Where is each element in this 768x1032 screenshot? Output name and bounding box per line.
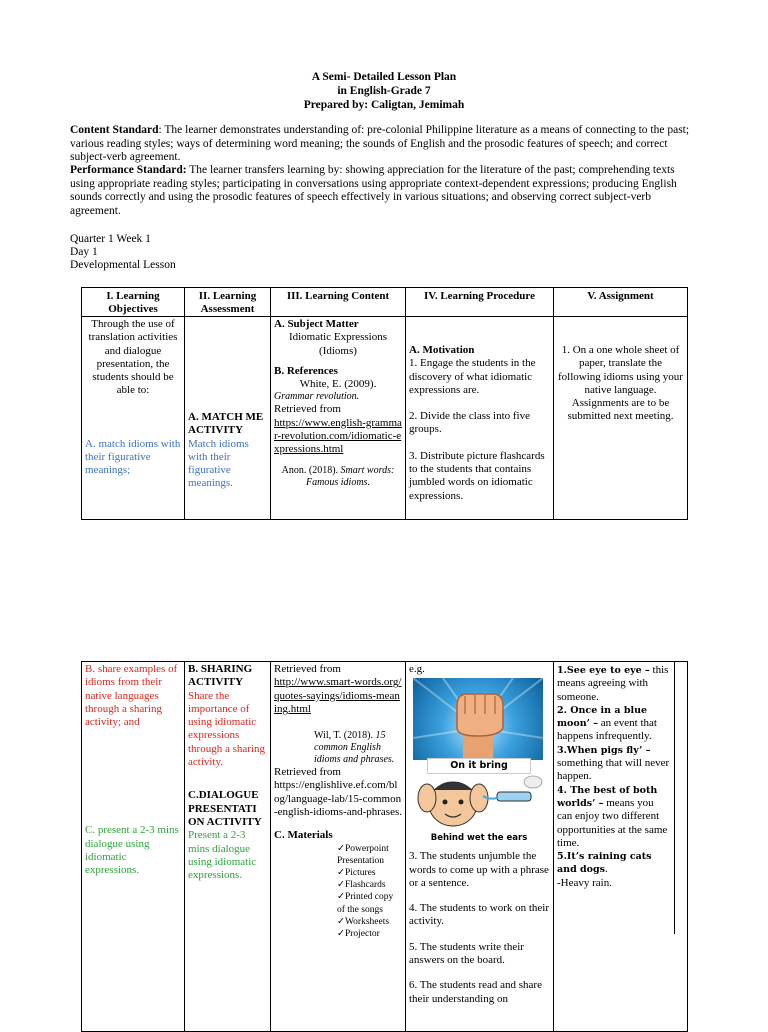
ref1-retrieved: Retrieved from (274, 403, 341, 416)
material-item: ✓ Flashcards (337, 879, 402, 891)
lesson-table-page2 (81, 661, 688, 1032)
procedure-step-2: 2. Divide the class into five groups. (409, 410, 530, 436)
materials-list (274, 843, 402, 941)
references-label: B. References (274, 364, 338, 377)
assignment-cell (554, 317, 688, 520)
prepared-by: Prepared by: Caligtan, Jemimah (303, 99, 465, 111)
ref3-author (274, 730, 402, 766)
procedure-step-3b: 3. The students unjumble the words to come up with a phrase or a sentence. (409, 850, 549, 889)
idiom-flashcard-images (413, 678, 543, 848)
content-standard (70, 124, 700, 165)
ref1-author: White, E. (2009). (299, 378, 377, 391)
assignment-cell-2 (554, 662, 688, 1032)
document-title: A Semi- Detailed Lesson Plan (311, 71, 457, 83)
fist-icon (413, 678, 543, 760)
ref2-url[interactable]: http://www.smart-words.org/quotes-sayings/idioms-meaning.html (274, 676, 402, 715)
quarter-week: Quarter 1 Week 1 (70, 233, 151, 245)
idiom-meaning: -Heavy rain. (557, 876, 612, 889)
idiom-term: 5.It’s raining cats and dogs (557, 851, 652, 876)
assessment-cell-2 (185, 662, 271, 1032)
boy-ears-icon (413, 774, 543, 828)
boy-cartoon-image (413, 774, 543, 828)
assignment-text: 1. On a one whole sheet of paper, translate the following idioms using your native language. Assignments are to be submitted next meeting. (558, 344, 683, 423)
raised-fist-image (413, 678, 543, 760)
idiom-item (557, 704, 671, 744)
ref3-url[interactable]: https://englishlive.ef.com/blog/language-lab/15-common-english-idioms-and-phrases. (274, 779, 402, 819)
header-learning-procedure: IV. Learning Procedure (406, 288, 554, 317)
procedure-step-6: 6. The students read and share their understanding on (409, 979, 542, 1005)
header-learning-content: III. Learning Content (271, 288, 406, 317)
idiom-meaning: something that will never happen. (557, 757, 670, 783)
idiom-meaning: this means agreeing with someone. (557, 664, 669, 703)
lesson-type: Developmental Lesson (70, 259, 176, 271)
idiom-item (557, 744, 671, 784)
ref2-title: Smart words: Famous idioms. (306, 464, 395, 488)
ref1-url[interactable]: https://www.english-grammar-revolution.com/idiomatic-expressions.html (274, 416, 402, 456)
idioms-list (554, 662, 675, 934)
ref3-author-text: Wil, T. (2018). (314, 730, 373, 742)
example-label: e.g. (409, 663, 425, 675)
objective-c: C. present a 2-3 mins dialogue using idiomatic expressions. (85, 824, 179, 877)
ref2-retrieved: Retrieved from (274, 663, 341, 675)
sharing-activity-text: Share the importance of using idiomatic expressions through a sharing activity. (188, 689, 265, 769)
dialogue-activity-title: C.DIALOGUE PRESENTATI ON ACTIVITY (188, 789, 262, 828)
objectives-intro: Through the use of translation activities and dialogue presentation, the students should be able to: (88, 318, 178, 397)
procedure-step-5: 5. The students write their answers on the board. (409, 940, 524, 967)
material-item: ✓ Projector (337, 928, 402, 940)
motivation-label: A. Motivation (409, 344, 475, 356)
procedure-step-1: 1. Engage the students in the discovery of what idiomatic expressions are. (409, 357, 536, 396)
ref2-author: Anon. (2018). (281, 464, 339, 476)
idiom-item (557, 784, 671, 850)
header-assignment: V. Assignment (554, 288, 688, 317)
material-item: ✓ Printed copy of the songs (337, 891, 402, 915)
material-item: ✓ Pictures (337, 867, 402, 879)
objective-b: B. share examples of idioms from their native languages through a sharing activity; and (85, 663, 178, 729)
subject-matter: Idiomatic Expressions (Idioms) (288, 331, 388, 357)
ref3-title: 15 common English idioms and phrases. (314, 730, 395, 766)
content-standard-label: Content Standard (70, 124, 159, 136)
material-item: ✓ Powerpoint Presentation (337, 843, 402, 867)
idiom-term: 3.When pigs fly’ – (557, 744, 651, 756)
idiom-meaning: means you can enjoy two different opportunities at the same time. (557, 796, 668, 849)
objectives-cell-2 (82, 662, 185, 1032)
material-item: ✓ Worksheets (337, 916, 402, 928)
assessment-cell (185, 317, 271, 520)
sharing-activity-title: B. SHARING ACTIVITY (188, 663, 253, 689)
lesson-table-page1 (81, 287, 688, 520)
day: Day 1 (70, 246, 98, 258)
performance-standard-label: Performance Standard: (70, 164, 187, 176)
idiom-term: 1.See eye to eye – (557, 665, 650, 676)
content-standard-text: : The learner demonstrates understanding of: pre-colonial Philippine literature as a means of connecting to the past; various reading styles; ways of determining word meaning; the sounds of English and the prosodic features of speech; and correct subject-verb agreement. (70, 124, 690, 163)
header-learning-assessment: II. Learning Assessment (185, 288, 271, 317)
procedure-step-3: 3. Distribute picture flashcards to the students that contains jumbled words on idiomatic expressions. (409, 449, 545, 502)
idiom-term: 4. The best of both worlds’ – (557, 784, 658, 809)
procedure-cell-2 (406, 662, 554, 1032)
idiom-item: 5.It’s raining cats and dogs. -Heavy rain. (557, 851, 652, 889)
picture-caption-1: On it bring (427, 758, 531, 774)
header-learning-objectives: I. Learning Objectives (82, 288, 185, 317)
content-cell (271, 317, 406, 520)
idiom-meaning: an event that happens infrequently. (557, 717, 657, 743)
performance-standard-text: The learner transfers learning by: showing appreciation for the literature of the past; comprehending texts using appropriate reading styles; participating in conversations using appropriate context-dependent expressions; producing English sounds correctly and using the prosodic features of speech effectively in various situations; and observing correct subject-verb agreement. (70, 164, 677, 217)
match-me-title: A. MATCH ME ACTIVITY (188, 411, 264, 437)
match-me-text: Match idioms with their figurative meanings. (188, 437, 249, 490)
ref2 (274, 465, 402, 489)
materials-label: C. Materials (274, 829, 333, 842)
procedure-step-4: 4. The students to work on their activity. (409, 902, 550, 928)
idiom-term: 2. Once in a blue moon’ – (557, 704, 648, 730)
idiom-item (557, 664, 671, 704)
objectives-cell (82, 317, 185, 520)
procedure-cell (406, 317, 554, 520)
document-subtitle: in English-Grade 7 (337, 85, 431, 97)
content-cell-2 (271, 662, 406, 1032)
subject-matter-label: A. Subject Matter (274, 318, 359, 330)
dialogue-activity-text: Present a 2-3 mins dialogue using idiomatic expressions. (188, 829, 257, 882)
performance-standard (70, 164, 700, 218)
picture-caption-2: Behind wet the ears (430, 833, 528, 844)
ref1-title: Grammar revolution. (274, 391, 360, 403)
ref3-retrieved: Retrieved from (274, 766, 341, 779)
objective-a: A. match idioms with their figurative meanings; (85, 437, 181, 477)
